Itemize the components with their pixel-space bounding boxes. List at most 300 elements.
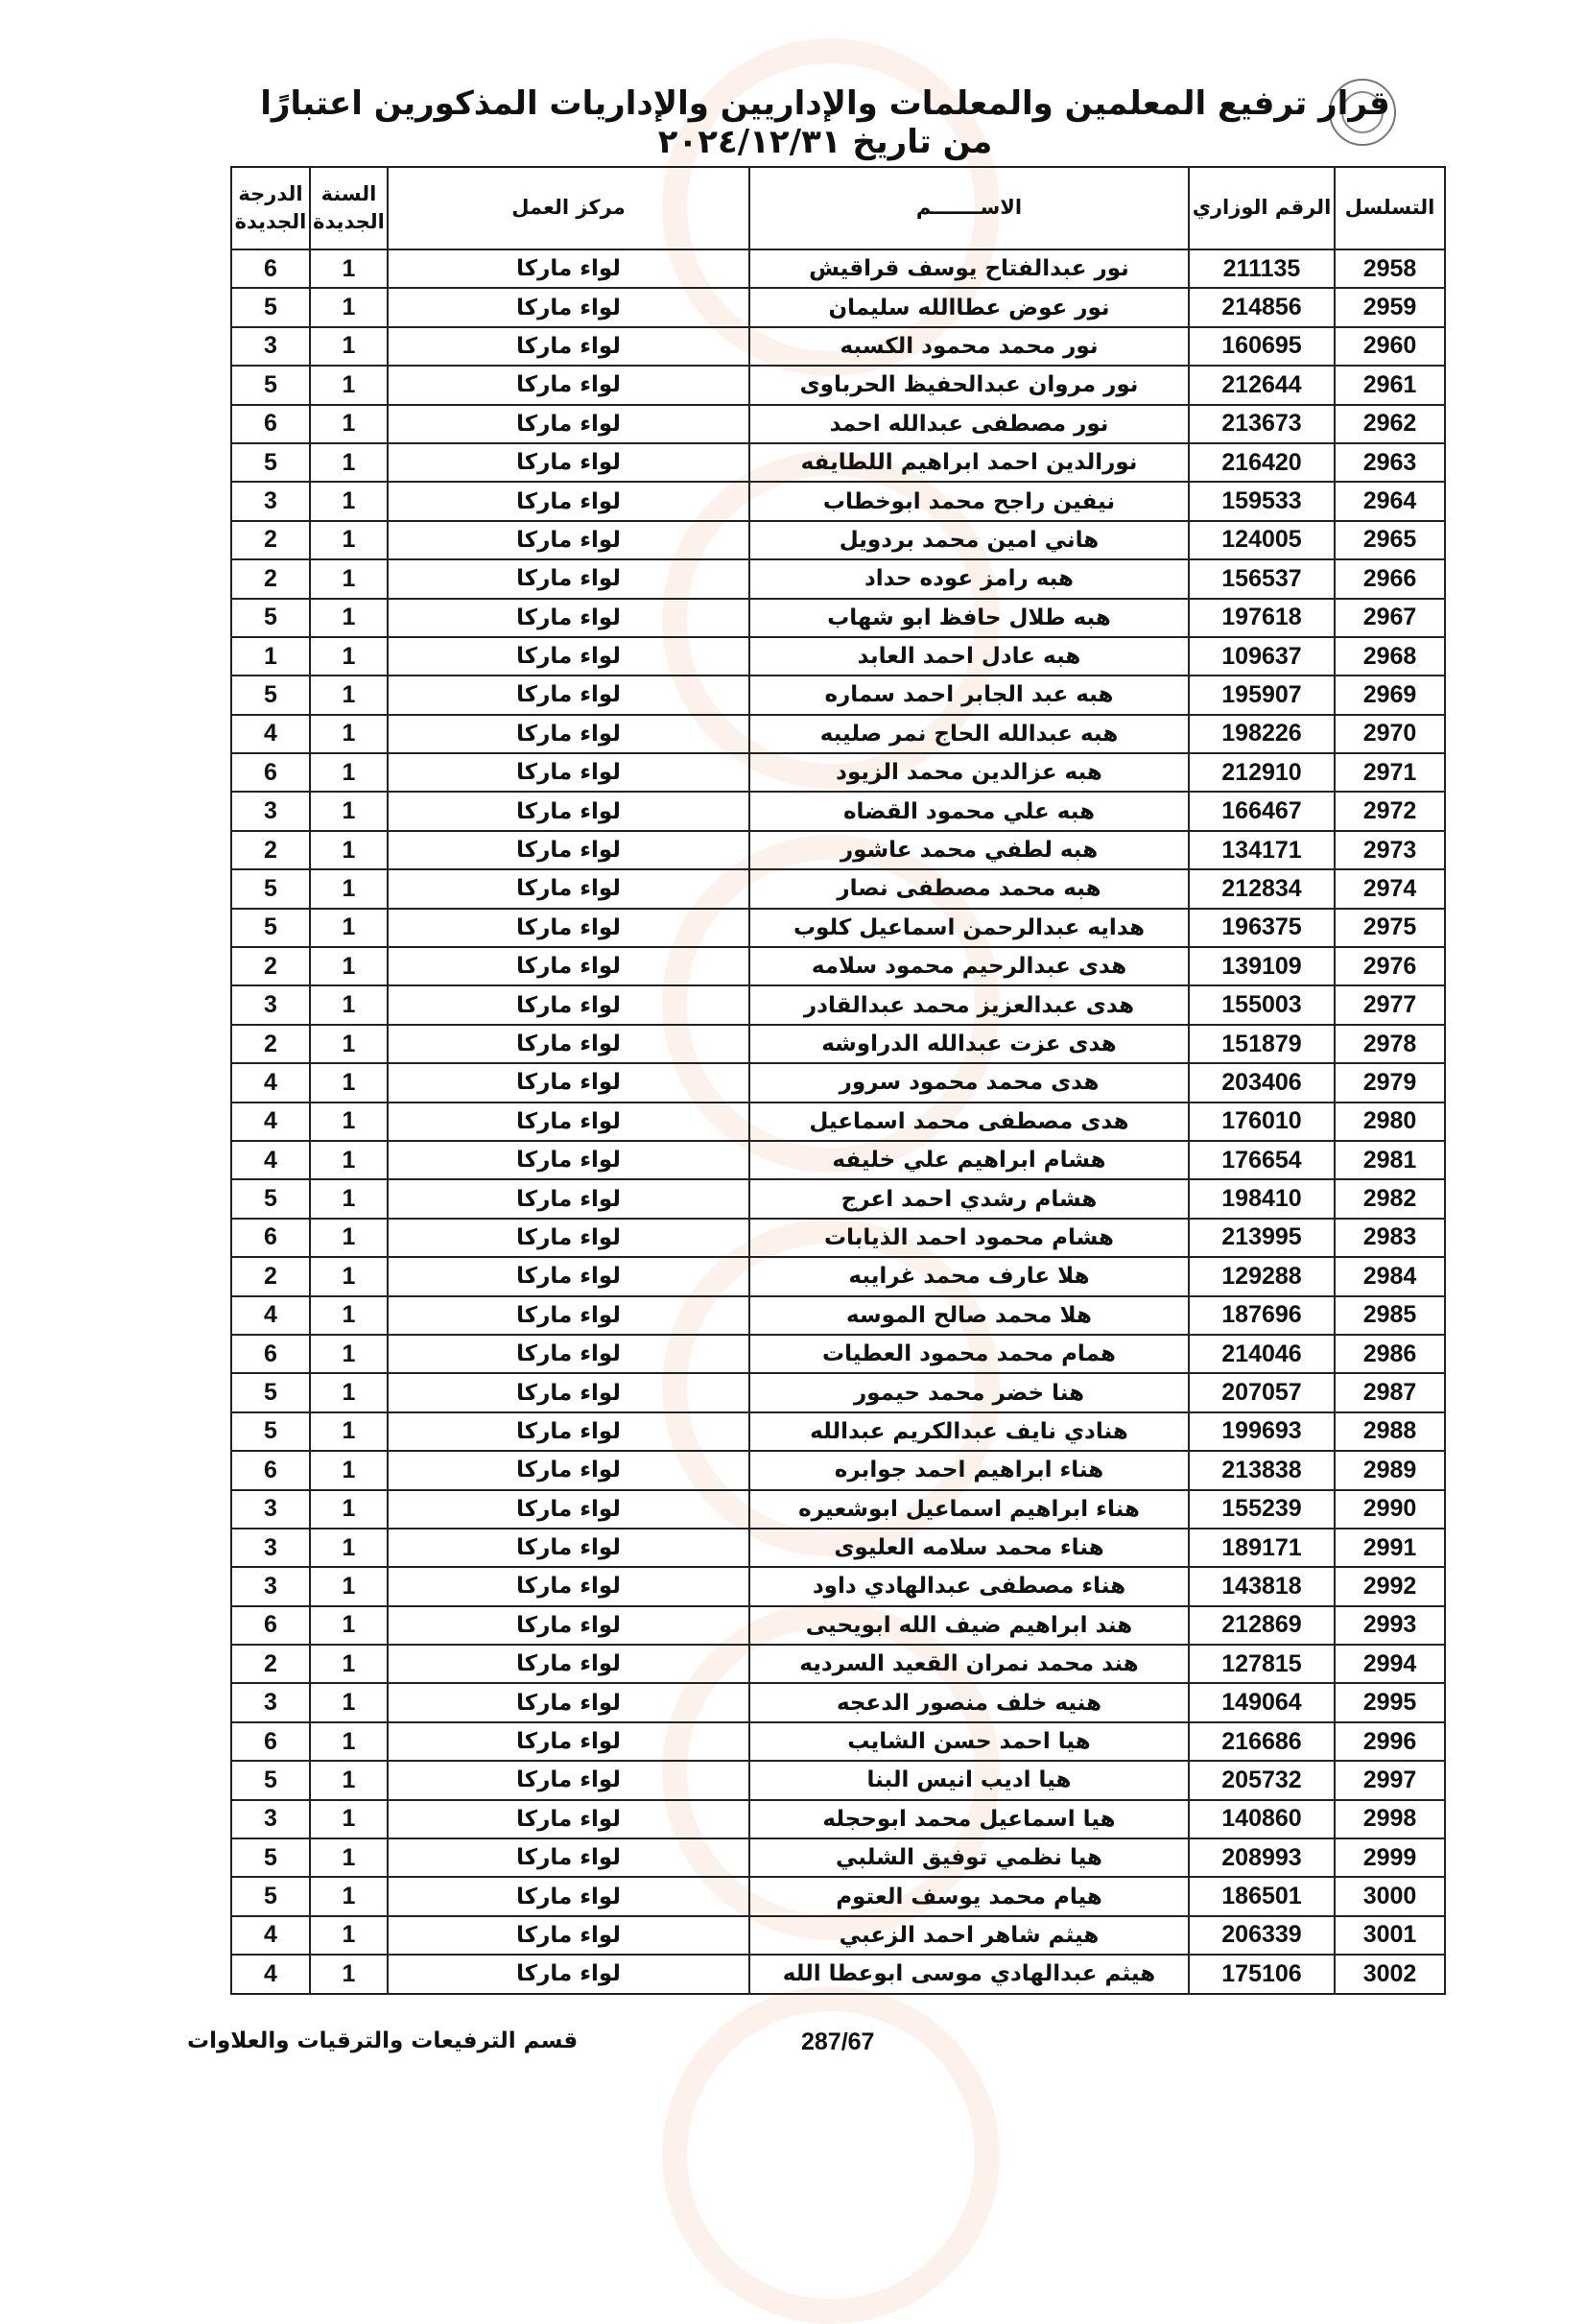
cell-ministry-no: 140860 — [1189, 1800, 1335, 1838]
cell-work-center: لواء ماركا — [388, 947, 749, 985]
cell-new-grade: 4 — [231, 1296, 310, 1335]
cell-serial: 2963 — [1335, 443, 1445, 482]
table-row — [231, 1645, 1445, 1683]
cell-work-center: لواء ماركا — [388, 1103, 749, 1141]
table-row — [231, 1335, 1445, 1373]
cell-ministry-no: 139109 — [1189, 947, 1335, 985]
cell-ministry-no: 160695 — [1189, 327, 1335, 366]
cell-name: هدى مصطفى محمد اسماعيل — [749, 1103, 1189, 1141]
cell-name: نور عوض عطاالله سليمان — [749, 288, 1189, 326]
cell-work-center: لواء ماركا — [388, 715, 749, 753]
cell-new-year: 1 — [310, 327, 388, 366]
cell-new-year: 1 — [310, 1296, 388, 1335]
table-row — [231, 1800, 1445, 1838]
cell-ministry-no: 195907 — [1189, 676, 1335, 714]
cell-name: نور مصطفى عبدالله احمد — [749, 405, 1189, 443]
cell-new-year: 1 — [310, 715, 388, 753]
table-row — [231, 1916, 1445, 1955]
cell-name: هشام ابراهيم علي خليفه — [749, 1141, 1189, 1179]
cell-work-center: لواء ماركا — [388, 637, 749, 676]
cell-work-center: لواء ماركا — [388, 1722, 749, 1761]
cell-serial: 3000 — [1335, 1877, 1445, 1915]
cell-work-center: لواء ماركا — [388, 1800, 749, 1838]
cell-serial: 2987 — [1335, 1373, 1445, 1411]
table-row — [231, 1490, 1445, 1529]
cell-ministry-no: 155239 — [1189, 1490, 1335, 1529]
cell-new-grade: 6 — [231, 249, 310, 288]
cell-new-grade: 3 — [231, 985, 310, 1024]
header-work-center: مركز العمل — [388, 167, 749, 249]
cell-work-center: لواء ماركا — [388, 1373, 749, 1411]
cell-work-center: لواء ماركا — [388, 1877, 749, 1915]
cell-new-year: 1 — [310, 1916, 388, 1955]
cell-serial: 2982 — [1335, 1179, 1445, 1218]
cell-new-grade: 6 — [231, 1335, 310, 1373]
cell-new-grade: 3 — [231, 1490, 310, 1529]
cell-new-year: 1 — [310, 1877, 388, 1915]
table-row — [231, 909, 1445, 947]
cell-serial: 2973 — [1335, 831, 1445, 869]
cell-work-center: لواء ماركا — [388, 521, 749, 559]
cell-ministry-no: 216420 — [1189, 443, 1335, 482]
cell-serial: 2988 — [1335, 1412, 1445, 1451]
cell-serial: 2964 — [1335, 482, 1445, 520]
cell-work-center: لواء ماركا — [388, 249, 749, 288]
cell-name: هبه رامز عوده حداد — [749, 559, 1189, 598]
cell-new-grade: 3 — [231, 1529, 310, 1567]
header-new-year: السنة الجديدة — [310, 167, 388, 249]
table-row — [231, 1683, 1445, 1721]
table-row — [231, 599, 1445, 637]
cell-new-year: 1 — [310, 559, 388, 598]
cell-name: هناء مصطفى عبدالهادي داود — [749, 1567, 1189, 1605]
cell-new-grade: 5 — [231, 1373, 310, 1411]
cell-name: هدى عبدالعزيز محمد عبدالقادر — [749, 985, 1189, 1024]
cell-work-center: لواء ماركا — [388, 559, 749, 598]
cell-work-center: لواء ماركا — [388, 1063, 749, 1102]
cell-work-center: لواء ماركا — [388, 1838, 749, 1877]
cell-work-center: لواء ماركا — [388, 1683, 749, 1721]
cell-ministry-no: 212644 — [1189, 366, 1335, 404]
cell-ministry-no: 155003 — [1189, 985, 1335, 1024]
cell-work-center: لواء ماركا — [388, 1335, 749, 1373]
cell-new-year: 1 — [310, 1025, 388, 1063]
cell-work-center: لواء ماركا — [388, 1606, 749, 1645]
cell-new-grade: 5 — [231, 676, 310, 714]
cell-serial: 2983 — [1335, 1219, 1445, 1257]
cell-ministry-no: 206339 — [1189, 1916, 1335, 1955]
cell-serial: 2996 — [1335, 1722, 1445, 1761]
cell-serial: 2968 — [1335, 637, 1445, 676]
cell-ministry-no: 166467 — [1189, 792, 1335, 830]
cell-new-grade: 4 — [231, 715, 310, 753]
cell-serial: 2985 — [1335, 1296, 1445, 1335]
cell-new-grade: 6 — [231, 753, 310, 792]
cell-new-grade: 5 — [231, 288, 310, 326]
cell-new-year: 1 — [310, 1179, 388, 1218]
cell-name: هيا احمد حسن الشايب — [749, 1722, 1189, 1761]
cell-work-center: لواء ماركا — [388, 1916, 749, 1955]
cell-new-year: 1 — [310, 521, 388, 559]
cell-ministry-no: 216686 — [1189, 1722, 1335, 1761]
cell-new-year: 1 — [310, 1141, 388, 1179]
header-name: الاســـــــم — [749, 167, 1189, 249]
table-row — [231, 869, 1445, 908]
page-number: 287/67 — [801, 2028, 875, 2055]
cell-name: هشام محمود احمد الذيابات — [749, 1219, 1189, 1257]
cell-ministry-no: 176654 — [1189, 1141, 1335, 1179]
cell-ministry-no: 187696 — [1189, 1296, 1335, 1335]
table-row — [231, 1373, 1445, 1411]
cell-new-grade: 4 — [231, 1063, 310, 1102]
cell-ministry-no: 143818 — [1189, 1567, 1335, 1605]
cell-ministry-no: 198226 — [1189, 715, 1335, 753]
cell-new-year: 1 — [310, 1683, 388, 1721]
cell-work-center: لواء ماركا — [388, 753, 749, 792]
cell-new-year: 1 — [310, 1800, 388, 1838]
cell-name: نورالدين احمد ابراهيم اللطايفه — [749, 443, 1189, 482]
cell-work-center: لواء ماركا — [388, 1490, 749, 1529]
table-row — [231, 1838, 1445, 1877]
cell-ministry-no: 213673 — [1189, 405, 1335, 443]
table-row — [231, 1722, 1445, 1761]
table-row — [231, 1412, 1445, 1451]
table-row — [231, 947, 1445, 985]
table-row — [231, 288, 1445, 326]
cell-work-center: لواء ماركا — [388, 1451, 749, 1489]
cell-work-center: لواء ماركا — [388, 909, 749, 947]
table-row — [231, 1063, 1445, 1102]
cell-work-center: لواء ماركا — [388, 288, 749, 326]
cell-name: هناء ابراهيم احمد جوابره — [749, 1451, 1189, 1489]
cell-ministry-no: 197618 — [1189, 599, 1335, 637]
cell-serial: 2966 — [1335, 559, 1445, 598]
cell-new-grade: 2 — [231, 521, 310, 559]
cell-new-year: 1 — [310, 676, 388, 714]
table-row — [231, 1877, 1445, 1915]
cell-name: نيفين راجح محمد ابوخطاب — [749, 482, 1189, 520]
cell-ministry-no: 189171 — [1189, 1529, 1335, 1567]
cell-new-year: 1 — [310, 1412, 388, 1451]
cell-work-center: لواء ماركا — [388, 792, 749, 830]
table-row — [231, 792, 1445, 830]
cell-ministry-no: 208993 — [1189, 1838, 1335, 1877]
cell-new-grade: 2 — [231, 831, 310, 869]
cell-new-year: 1 — [310, 1219, 388, 1257]
cell-work-center: لواء ماركا — [388, 1761, 749, 1799]
table-row — [231, 715, 1445, 753]
cell-new-grade: 1 — [231, 637, 310, 676]
cell-ministry-no: 211135 — [1189, 249, 1335, 288]
cell-serial: 2977 — [1335, 985, 1445, 1024]
cell-new-grade: 3 — [231, 1683, 310, 1721]
cell-new-year: 1 — [310, 1103, 388, 1141]
cell-ministry-no: 212869 — [1189, 1606, 1335, 1645]
cell-name: هيثم شاهر احمد الزعبي — [749, 1916, 1189, 1955]
cell-new-year: 1 — [310, 1063, 388, 1102]
cell-work-center: لواء ماركا — [388, 985, 749, 1024]
cell-new-year: 1 — [310, 288, 388, 326]
cell-serial: 2962 — [1335, 405, 1445, 443]
table-row — [231, 637, 1445, 676]
cell-ministry-no: 124005 — [1189, 521, 1335, 559]
cell-new-grade: 6 — [231, 1219, 310, 1257]
cell-new-year: 1 — [310, 1722, 388, 1761]
table-row — [231, 521, 1445, 559]
table-row — [231, 1257, 1445, 1295]
cell-new-year: 1 — [310, 249, 388, 288]
cell-new-year: 1 — [310, 1567, 388, 1605]
cell-name: هيام محمد يوسف العتوم — [749, 1877, 1189, 1915]
cell-work-center: لواء ماركا — [388, 482, 749, 520]
table-row — [231, 443, 1445, 482]
cell-ministry-no: 134171 — [1189, 831, 1335, 869]
cell-name: هيا اسماعيل محمد ابوحجله — [749, 1800, 1189, 1838]
cell-serial: 2997 — [1335, 1761, 1445, 1799]
cell-ministry-no: 198410 — [1189, 1179, 1335, 1218]
cell-serial: 3001 — [1335, 1916, 1445, 1955]
cell-new-grade: 3 — [231, 482, 310, 520]
cell-name: هدى عزت عبدالله الدراوشه — [749, 1025, 1189, 1063]
cell-ministry-no: 213995 — [1189, 1219, 1335, 1257]
cell-name: هند محمد نمران القعيد السرديه — [749, 1645, 1189, 1683]
cell-ministry-no: 213838 — [1189, 1451, 1335, 1489]
cell-new-year: 1 — [310, 1373, 388, 1411]
cell-ministry-no: 176010 — [1189, 1103, 1335, 1141]
cell-name: نور عبدالفتاح يوسف قراقيش — [749, 249, 1189, 288]
cell-serial: 2979 — [1335, 1063, 1445, 1102]
cell-serial: 3002 — [1335, 1955, 1445, 1993]
cell-name: هاني امين محمد بردويل — [749, 521, 1189, 559]
cell-name: هيا نظمي توفيق الشلبي — [749, 1838, 1189, 1877]
cell-new-year: 1 — [310, 1645, 388, 1683]
cell-ministry-no: 159533 — [1189, 482, 1335, 520]
table-row — [231, 1529, 1445, 1567]
cell-new-year: 1 — [310, 1955, 388, 1993]
table-header-row — [231, 167, 1445, 249]
cell-new-year: 1 — [310, 792, 388, 830]
table-row — [231, 1296, 1445, 1335]
cell-serial: 2991 — [1335, 1529, 1445, 1567]
cell-new-year: 1 — [310, 831, 388, 869]
cell-new-grade: 5 — [231, 1179, 310, 1218]
cell-work-center: لواء ماركا — [388, 869, 749, 908]
table-row — [231, 1025, 1445, 1063]
cell-new-year: 1 — [310, 947, 388, 985]
cell-serial: 2961 — [1335, 366, 1445, 404]
cell-name: هلا عارف محمد غرايبه — [749, 1257, 1189, 1295]
cell-work-center: لواء ماركا — [388, 1412, 749, 1451]
cell-new-year: 1 — [310, 869, 388, 908]
cell-new-grade: 3 — [231, 792, 310, 830]
cell-new-grade: 3 — [231, 1800, 310, 1838]
table-row — [231, 482, 1445, 520]
cell-new-grade: 3 — [231, 1567, 310, 1605]
cell-serial: 2969 — [1335, 676, 1445, 714]
table-row — [231, 1606, 1445, 1645]
cell-serial: 2978 — [1335, 1025, 1445, 1063]
table-row — [231, 753, 1445, 792]
cell-serial: 2970 — [1335, 715, 1445, 753]
cell-ministry-no: 175106 — [1189, 1955, 1335, 1993]
cell-name: هبه لطفي محمد عاشور — [749, 831, 1189, 869]
header-ministry-no: الرقم الوزاري — [1189, 167, 1335, 249]
cell-ministry-no: 205732 — [1189, 1761, 1335, 1799]
table-row — [231, 1567, 1445, 1605]
cell-name: نور محمد محمود الكسبه — [749, 327, 1189, 366]
cell-work-center: لواء ماركا — [388, 405, 749, 443]
cell-ministry-no: 196375 — [1189, 909, 1335, 947]
table-row — [231, 559, 1445, 598]
cell-serial: 2976 — [1335, 947, 1445, 985]
cell-new-year: 1 — [310, 1606, 388, 1645]
cell-new-grade: 6 — [231, 1606, 310, 1645]
cell-serial: 2990 — [1335, 1490, 1445, 1529]
cell-ministry-no: 127815 — [1189, 1645, 1335, 1683]
table-row — [231, 1141, 1445, 1179]
cell-name: هند ابراهيم ضيف الله ابويحيى — [749, 1606, 1189, 1645]
cell-serial: 2958 — [1335, 249, 1445, 288]
cell-ministry-no: 214046 — [1189, 1335, 1335, 1373]
cell-name: هشام رشدي احمد اعرج — [749, 1179, 1189, 1218]
header-new-grade: الدرجة الجديدة — [231, 167, 310, 249]
cell-ministry-no: 214856 — [1189, 288, 1335, 326]
cell-work-center: لواء ماركا — [388, 1645, 749, 1683]
table-row — [231, 366, 1445, 404]
cell-serial: 2967 — [1335, 599, 1445, 637]
cell-work-center: لواء ماركا — [388, 1219, 749, 1257]
cell-work-center: لواء ماركا — [388, 443, 749, 482]
cell-new-grade: 5 — [231, 869, 310, 908]
cell-work-center: لواء ماركا — [388, 1179, 749, 1218]
cell-name: هبه طلال حافظ ابو شهاب — [749, 599, 1189, 637]
cell-new-grade: 4 — [231, 1916, 310, 1955]
cell-new-year: 1 — [310, 599, 388, 637]
cell-new-grade: 5 — [231, 443, 310, 482]
cell-work-center: لواء ماركا — [388, 1025, 749, 1063]
cell-work-center: لواء ماركا — [388, 1567, 749, 1605]
table-row — [231, 676, 1445, 714]
cell-work-center: لواء ماركا — [388, 366, 749, 404]
cell-name: هبه علي محمود القضاه — [749, 792, 1189, 830]
cell-work-center: لواء ماركا — [388, 1296, 749, 1335]
cell-serial: 2971 — [1335, 753, 1445, 792]
cell-name: نور مروان عبدالحفيظ الحرباوى — [749, 366, 1189, 404]
cell-ministry-no: 199693 — [1189, 1412, 1335, 1451]
cell-name: هنيه خلف منصور الدعجه — [749, 1683, 1189, 1721]
cell-serial: 2992 — [1335, 1567, 1445, 1605]
cell-new-grade: 5 — [231, 1412, 310, 1451]
cell-new-year: 1 — [310, 985, 388, 1024]
cell-new-grade: 5 — [231, 1877, 310, 1915]
table-row — [231, 1761, 1445, 1799]
cell-serial: 2994 — [1335, 1645, 1445, 1683]
cell-new-grade: 6 — [231, 1451, 310, 1489]
cell-work-center: لواء ماركا — [388, 1955, 749, 1993]
cell-new-year: 1 — [310, 1257, 388, 1295]
cell-ministry-no: 207057 — [1189, 1373, 1335, 1411]
table-row — [231, 249, 1445, 288]
cell-ministry-no: 149064 — [1189, 1683, 1335, 1721]
cell-new-grade: 2 — [231, 1257, 310, 1295]
cell-name: هدى عبدالرحيم محمود سلامه — [749, 947, 1189, 985]
cell-serial: 2993 — [1335, 1606, 1445, 1645]
cell-ministry-no: 212834 — [1189, 869, 1335, 908]
table-row — [231, 405, 1445, 443]
cell-ministry-no: 203406 — [1189, 1063, 1335, 1102]
cell-new-year: 1 — [310, 637, 388, 676]
cell-new-year: 1 — [310, 405, 388, 443]
cell-serial: 2986 — [1335, 1335, 1445, 1373]
document-title: قرار ترفيع المعلمين والمعلمات والإداريين والإداريات المذكورين اعتبارًا من تاريخ ٢٠٢٤/١٢/٣١ — [260, 84, 1390, 161]
promotions-table — [230, 166, 1446, 1995]
cell-new-year: 1 — [310, 1335, 388, 1373]
cell-name: هدى محمد محمود سرور — [749, 1063, 1189, 1102]
cell-work-center: لواء ماركا — [388, 1257, 749, 1295]
cell-new-year: 1 — [310, 1490, 388, 1529]
cell-new-grade: 5 — [231, 1761, 310, 1799]
cell-work-center: لواء ماركا — [388, 1529, 749, 1567]
table-row — [231, 1451, 1445, 1489]
cell-new-grade: 6 — [231, 1722, 310, 1761]
cell-new-grade: 5 — [231, 599, 310, 637]
cell-serial: 2975 — [1335, 909, 1445, 947]
cell-serial: 2989 — [1335, 1451, 1445, 1489]
cell-new-grade: 5 — [231, 366, 310, 404]
cell-name: هبه عبدالله الحاج نمر صليبه — [749, 715, 1189, 753]
cell-ministry-no: 129288 — [1189, 1257, 1335, 1295]
cell-new-year: 1 — [310, 482, 388, 520]
cell-name: همام محمد محمود العطيات — [749, 1335, 1189, 1373]
cell-new-grade: 4 — [231, 1955, 310, 1993]
cell-new-grade: 6 — [231, 405, 310, 443]
cell-new-grade: 5 — [231, 1838, 310, 1877]
cell-ministry-no: 151879 — [1189, 1025, 1335, 1063]
cell-new-grade: 2 — [231, 1645, 310, 1683]
cell-new-year: 1 — [310, 753, 388, 792]
cell-new-year: 1 — [310, 366, 388, 404]
cell-new-year: 1 — [310, 1838, 388, 1877]
table-row — [231, 1219, 1445, 1257]
cell-ministry-no: 156537 — [1189, 559, 1335, 598]
cell-serial: 2974 — [1335, 869, 1445, 908]
cell-serial: 2960 — [1335, 327, 1445, 366]
cell-serial: 2999 — [1335, 1838, 1445, 1877]
cell-new-grade: 5 — [231, 909, 310, 947]
cell-work-center: لواء ماركا — [388, 831, 749, 869]
table-row — [231, 985, 1445, 1024]
cell-serial: 2980 — [1335, 1103, 1445, 1141]
cell-work-center: لواء ماركا — [388, 1141, 749, 1179]
cell-name: هلا محمد صالح الموسه — [749, 1296, 1189, 1335]
cell-work-center: لواء ماركا — [388, 599, 749, 637]
table-row — [231, 1103, 1445, 1141]
cell-serial: 2998 — [1335, 1800, 1445, 1838]
cell-ministry-no: 109637 — [1189, 637, 1335, 676]
table-row — [231, 1179, 1445, 1218]
cell-name: هبه عبد الجابر احمد سماره — [749, 676, 1189, 714]
cell-ministry-no: 186501 — [1189, 1877, 1335, 1915]
cell-work-center: لواء ماركا — [388, 676, 749, 714]
cell-name: هبه عزالدين محمد الزيود — [749, 753, 1189, 792]
cell-name: هيا اديب انيس البنا — [749, 1761, 1189, 1799]
cell-new-year: 1 — [310, 1529, 388, 1567]
cell-serial: 2981 — [1335, 1141, 1445, 1179]
cell-name: هنادي نايف عبدالكريم عبدالله — [749, 1412, 1189, 1451]
cell-new-grade: 2 — [231, 1025, 310, 1063]
cell-name: هناء محمد سلامه العليوى — [749, 1529, 1189, 1567]
cell-serial: 2972 — [1335, 792, 1445, 830]
